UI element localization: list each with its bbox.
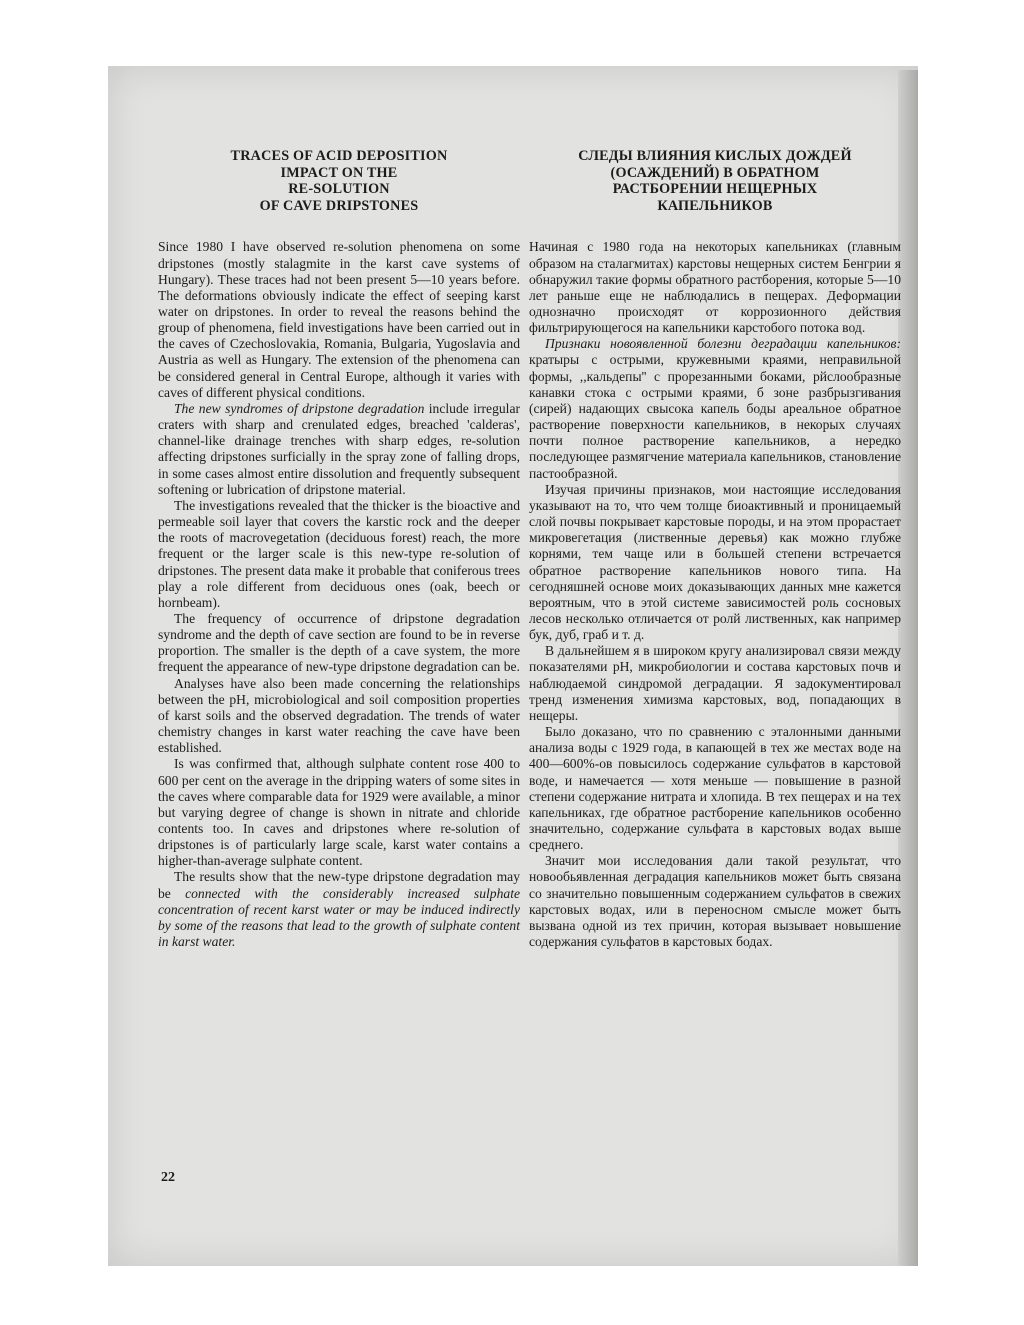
english-paragraph: The frequency of occurrence of dripstone degradation syndrome and the depth of cave section are found to be in reverse proportion. The smaller is the depth of a cave system, the more frequent the appearance of new-type dripstone degradation can be. xyxy=(158,610,520,675)
russian-italic-phrase: Признаки новоявленной болезни деградации капельников: xyxy=(545,336,901,352)
russian-paragraph: Начиная с 1980 года на некоторых капельниках (главным образом на сталагмитах) карстовы нещерных систем Бенгрии я обнаружил такие формы обратного растборения, которые 5—10 лет раньше еще не наблюдались в пещерах. Деформации однозначно происходят от коррозионного действия фильтрирующегося на капельники карстобого потока вод. xyxy=(529,239,901,336)
english-title-line: TRACES OF ACID DEPOSITION xyxy=(230,148,448,164)
english-italic-phrase: The new syndromes of dripstone degradation xyxy=(174,400,425,416)
russian-title xyxy=(529,148,901,214)
russian-title-line: КАПЕЛЬНИКОВ xyxy=(657,197,773,214)
english-paragraph-text: The results show that the new-type dripstone degradation may be xyxy=(158,869,520,901)
book-spine-shadow xyxy=(898,70,918,1266)
english-column xyxy=(158,148,520,950)
russian-column xyxy=(529,148,901,950)
english-paragraph: Analyses have also been made concerning the relationships between the pH, microbiological and soil composition properties of karst soils and the observed degradation. The trends of water chemistry changes in karst water reaching the cave have been established. xyxy=(158,675,520,756)
russian-paragraph-text: кратыры с острыми, кружевными краями, неправильной формы, ,,кальдепы'' с прорезанными боками, рйслообразные канавки стока с острыми краями, б зоне разбрызгивания (сирей) надающих свысока капель боды ареальное обратное растворение поверхности капельников, в некорых случаях почти полное растворение капельников, а нередко последующее размягчение материала капельников, становление пастообразной. xyxy=(529,352,901,481)
english-paragraph: Since 1980 I have observed re-solution phenomena on some dripstones (mostly stalagmite in the karst cave systems of Hungary). These traces had not been present 5—10 years before. The deformations obviously indicate the effect of seeping karst water on dripstones. In order to reveal the reasons behind the group of phenomena, field investigations have been carried out in the caves of Czechoslovakia, Romania, Bulgaria, Yugoslavia and Austria as well as Hungary. The extension of the phenomena can be considered general in Central Europe, although it varies with caves of different physical conditions. xyxy=(158,239,520,400)
english-paragraph xyxy=(158,869,520,950)
english-title xyxy=(158,148,520,214)
russian-paragraph: Изучая причины признаков, мои настоящие исследования указывают на то, что чем толще биоактивный и проницаемый слой почвы покрывает карстовые породы, и на этом прорастает микровегетация (лиственные деревья) как можно глубже корнями, тем чаще или в большей степени встречается обратное растворение капельников нового типа. На сегодняшней основе моих доказывающих данных мне кажется вероятным, что в этой системе зависимостей роль сосновых лесов несколько отличается от ролй лиственных, как например бук, дуб, граб и т. д. xyxy=(529,481,901,643)
english-title-line: OF CAVE DRIPSTONES xyxy=(259,197,419,214)
english-title-line: RE-SOLUTION xyxy=(288,181,390,198)
russian-paragraph: В дальнейшем я в широком кругу анализировал связи между показателями pH, микробиологии и состава карстовых почв и наблюдаемой синдромой деградации. Я задокументировал тренд изменения химизма карстовых, вод, попадающих в нещеры. xyxy=(529,643,901,723)
english-italic-conclusion: connected with the considerably increased sulphate concentration of recent karst water or may be induced indirectly by some of the reasons that lead to the growth of sulphate content in karst water. xyxy=(158,885,521,950)
page-number: 22 xyxy=(161,1170,175,1185)
russian-paragraph xyxy=(529,336,901,481)
russian-title-line: РАСТБОРЕНИИ НЕЩЕРНЫХ xyxy=(612,181,818,198)
english-title-line: IMPACT ON THE xyxy=(280,164,398,181)
russian-paragraph: Было доказано, что по сравнению с эталонными данными анализа воды с 1929 года, в капающей в тех же местах воде на 400—600%-ов повысилось содержание сульфатов в карстовой воде, и намечается — хотя меньше — повышение в разной степени содержание нитрата и хлопида. В тех пещерах и на тех капельниках, где обратное растборение капельников особенно значительно, содержание сульфата в карстовых водах выше среднего. xyxy=(529,724,901,853)
english-paragraph: The investigations revealed that the thicker is the bioactive and permeable soil layer that covers the karstic rock and the deeper the roots of macrovegetation (deciduous forest) reach, the more frequent or the larger scale is this new-type re-solution of dripstones. The present data make it probable that coniferous trees play a role different from deciduous ones (oak, beech or hornbeam). xyxy=(158,497,520,610)
english-paragraph-text: include irregular craters with sharp and crenulated edges, breached 'calderas', channel-like drainage trenches with sharp edges, re-solution affecting dripstones surficially in the spray zone of falling drops, in some cases almost entire dissolution and frequently subsequent softening or lubrication of dripstone material. xyxy=(158,400,521,497)
russian-title-line: СЛЕДЫ ВЛИЯНИЯ КИСЛЫХ ДОЖДЕЙ xyxy=(578,148,852,164)
russian-title-line: (ОСАЖДЕНИЙ) В ОБРАТНОМ xyxy=(610,164,820,181)
english-paragraph: Is was confirmed that, although sulphate content rose 400 to 600 per cent on the average in the dripping waters of some sites in the caves where comparable data for 1929 were available, a minor but varying degree of change is shown in nitrate and chloride contents too. In caves and dripstones where re-solution of dripstones is of particularly large scale, karst water contains a higher-than-average sulphate content. xyxy=(158,756,520,869)
russian-paragraph: Значит мои исследования дали такой результат, что новообьявленная деградация капельников может быть связана со значительно повышенным содержанием сульфатов в свежих карстовых водах, или в переносном смысле может быть вызвана одной из тех причин, которая вызывает новышение содержания сульфатов в карстовых бодах. xyxy=(529,853,901,950)
english-paragraph xyxy=(158,401,520,498)
